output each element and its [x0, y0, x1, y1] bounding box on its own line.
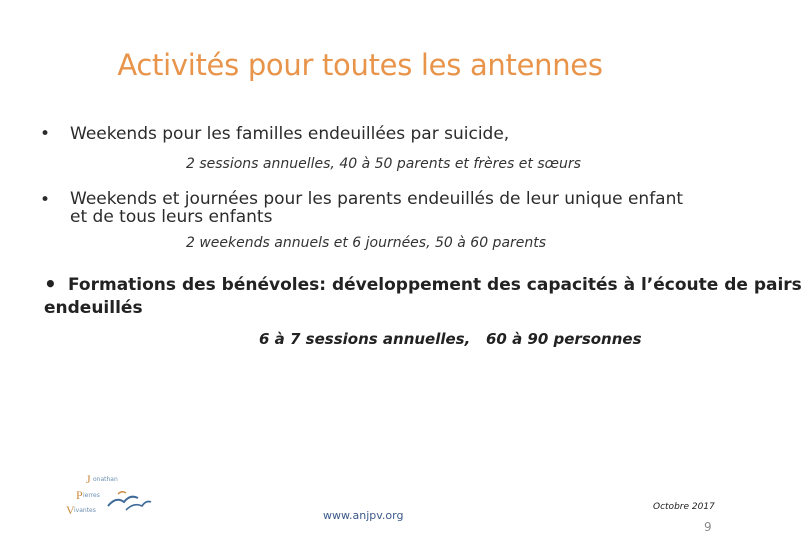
- bullet-text-line1: Formations des bénévoles: développement des capacités à l’écoute de pairs: [68, 275, 802, 295]
- birds-icon: [106, 486, 152, 514]
- logo-letter-j: J: [86, 472, 91, 486]
- website-link[interactable]: www.anjpv.org: [323, 509, 404, 522]
- bullet-detail: 6 à 7 sessions annuelles, 60 à 90 personnes: [259, 330, 642, 348]
- bullet-detail: 2 weekends annuels et 6 journées, 50 à 60 parents: [186, 235, 547, 251]
- footer-date: Octobre 2017: [653, 502, 715, 512]
- logo-word-1: onathan: [93, 476, 118, 483]
- logo-letter-v: V: [66, 503, 75, 517]
- organization-logo: [62, 472, 152, 520]
- logo-letter-p: P: [76, 488, 83, 502]
- logo-word-2: ierres: [83, 492, 100, 499]
- bullet-marker: •: [40, 124, 51, 144]
- page-number: 9: [704, 520, 712, 534]
- slide-title: Activités pour toutes les antennes: [117, 48, 603, 82]
- logo-word-3: ivantes: [74, 507, 96, 514]
- bullet-text: Weekends pour les familles endeuillées par suicide,: [70, 124, 510, 144]
- bullet-detail: 2 sessions annuelles, 40 à 50 parents et frères et sœurs: [186, 156, 581, 172]
- bullet-text-line2: endeuillés: [44, 298, 143, 318]
- bullet-marker: •: [40, 190, 51, 210]
- bullet-marker: •: [44, 272, 57, 296]
- bullet-text: Weekends et journées pour les parents endeuillés de leur unique enfant et de tous leurs enfants: [70, 189, 684, 227]
